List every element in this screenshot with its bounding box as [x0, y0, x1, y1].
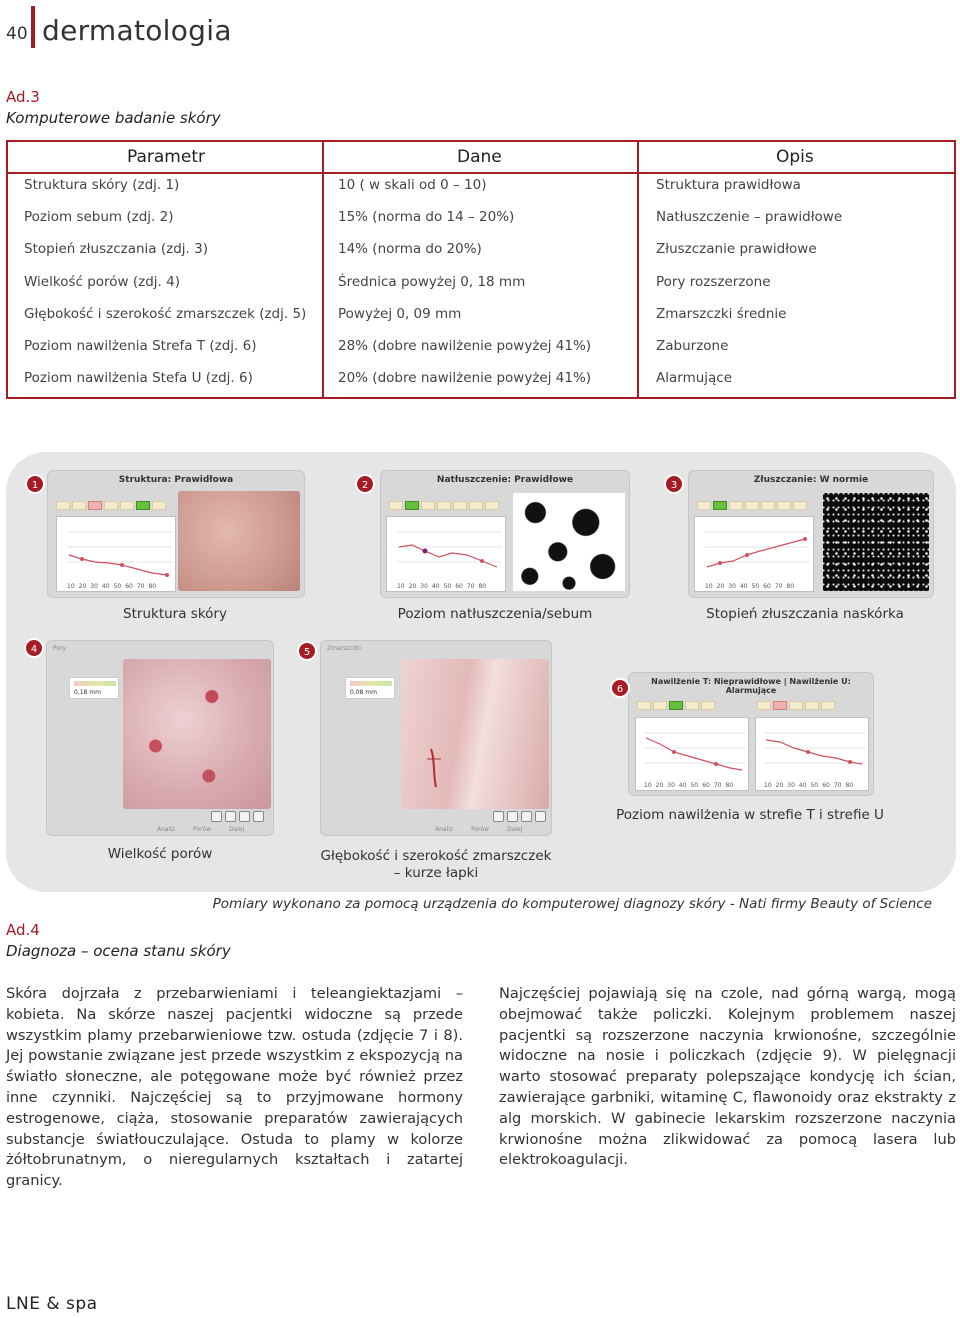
axis-tick-label: 10: [397, 583, 405, 590]
scale-bar: [697, 501, 807, 510]
scale-bar: [389, 501, 499, 510]
screen-hydration: [628, 672, 874, 796]
measurement-credit: Pomiary wykonano za pomocą urządzenia do komputerowej diagnozy skóry - Nati firmy Beauty of Science: [212, 896, 932, 912]
table-cell-dane: 14% (norma do 20%): [338, 241, 482, 258]
footer-brand: LNE & spa: [6, 1294, 98, 1314]
screen-title: Struktura: Prawidłowa: [118, 475, 234, 485]
hand-icon[interactable]: [211, 811, 222, 822]
pores-button[interactable]: Porów: [471, 826, 490, 833]
scale-bar: [56, 501, 166, 510]
trend-chart: [386, 516, 506, 592]
axis-tick-label: 10: [705, 583, 713, 590]
scale-bar-t: [637, 701, 715, 710]
axis-tick-label: 80: [725, 782, 734, 789]
axis-ticks: [397, 583, 486, 590]
axis-tick-label: 10: [67, 583, 75, 590]
caption-sebum: Poziom natłuszczenia/sebum: [397, 606, 593, 622]
ad4-label: Ad.4: [6, 921, 40, 939]
toolbar: [493, 811, 546, 822]
screen-sebum: [380, 470, 630, 598]
axis-tick-label: 60: [822, 782, 830, 789]
axis-tick-label: 70: [774, 583, 783, 590]
axis-tick-label: 60: [455, 583, 463, 590]
axis-tick-label: 20: [716, 583, 725, 590]
figure-badge-5: 5: [297, 641, 317, 661]
screen-structure: [47, 470, 305, 598]
figure-badge-6: 6: [610, 678, 630, 698]
axis-tick-label: 40: [678, 782, 687, 789]
ad4-title: Diagnoza – ocena stanu skóry: [6, 942, 231, 960]
axis-tick-label: 60: [702, 782, 710, 789]
table-header-dane: Dane: [457, 147, 502, 167]
table-header-parametr: Parametr: [127, 147, 205, 167]
axis-tick-label: 70: [466, 583, 475, 590]
results-table: [6, 140, 956, 399]
table-cell-opis: Pory rozszerzone: [656, 273, 771, 290]
measure-scale: [350, 681, 392, 686]
trend-chart: [56, 516, 176, 592]
axis-tick-label: 20: [775, 782, 784, 789]
axis-tick-label: 20: [78, 583, 87, 590]
axis-tick-label: 30: [420, 583, 428, 590]
next-button[interactable]: Dalej: [229, 826, 245, 833]
axis-tick-label: 30: [667, 782, 675, 789]
figure-badge-4: 4: [24, 638, 44, 658]
analyze-button[interactable]: Analiz: [435, 826, 454, 833]
table-cell-dane: 20% (dobre nawilżenie powyżej 41%): [338, 370, 592, 387]
section-title: dermatologia: [42, 14, 232, 47]
axis-tick-label: 80: [845, 782, 854, 789]
axis-tick-label: 80: [148, 583, 157, 590]
table-cell-dane: Powyżej 0, 09 mm: [338, 305, 462, 322]
table-cell-parametr: Stopień złuszczania (zdj. 3): [24, 241, 208, 258]
body-right-paragraph: Najczęściej pojawiają się na czole, nad górną wargą, mogą obejmować także policzki. Kolejnym problemem naszej pacjentki są rozszerzone naczynia krwionośne, szczególnie widoczne na nosie i policzkach (zdjęcie 9). W pielęgnacji warto stosować preparaty polepszające kondycję ich ścian, zawierające garbniki, witaminę C, flawonoidy oraz ekstrakty z alg morskich. W gabinecie lekarskim rozszerzone naczynia krwionośne można zlikwidować za pomocą lasera lub elektrokoagulacji.: [499, 985, 956, 1169]
table-cell-opis: Struktura prawidłowa: [656, 177, 801, 193]
table-cell-opis: Natłuszczenie – prawidłowe: [656, 209, 843, 226]
sebum-binary-image: [513, 493, 625, 591]
button-row: [435, 826, 522, 833]
exfoliation-image: [823, 493, 929, 591]
screen-pores: [46, 640, 274, 836]
screen-title: Nawilżenie T: Nieprawidłowe | Nawilżenie U: Alarmujące: [651, 677, 851, 695]
table-header-opis: Opis: [776, 147, 814, 167]
caption-hydration: Poziom nawilżenia w strefie T i strefie U: [616, 807, 884, 823]
axis-tick-label: 50: [690, 782, 699, 789]
screen-title: Zmarszczki: [327, 645, 361, 652]
axis-tick-label: 80: [478, 583, 487, 590]
measure-scale: [74, 681, 116, 686]
figure-badge-1: 1: [25, 474, 45, 494]
table-cell-parametr: Głębokość i szerokość zmarszczek (zdj. 5): [24, 305, 307, 322]
table-col-divider: [322, 142, 324, 397]
caption-wrinkles-line2: – kurze łapki: [393, 865, 479, 881]
figure-badge-2: 2: [355, 474, 375, 494]
screen-title: Pory: [53, 645, 67, 652]
hand-icon[interactable]: [493, 811, 504, 822]
axis-tick-label: 60: [125, 583, 133, 590]
zoom-out-icon[interactable]: [253, 811, 264, 822]
table-cell-dane: Średnica powyżej 0, 18 mm: [338, 273, 526, 290]
caption-wrinkles-line1: Głębokość i szerokość zmarszczek: [320, 848, 552, 864]
table-cell-dane: 10 ( w skali od 0 – 10): [338, 177, 487, 193]
pores-measure: 0,18 mm: [74, 689, 101, 696]
axis-tick-label: 10: [644, 782, 652, 789]
trend-chart: [694, 516, 814, 592]
caption-structure: Struktura skóry: [123, 606, 227, 622]
zoom-in-icon[interactable]: [239, 811, 250, 822]
axis-tick-label: 10: [764, 782, 772, 789]
table-cell-opis: Alarmujące: [656, 370, 733, 387]
axis-tick-label: 60: [763, 583, 771, 590]
zoom-out-icon[interactable]: [535, 811, 546, 822]
table-cell-opis: Złuszczanie prawidłowe: [656, 241, 817, 258]
zoom-in-icon[interactable]: [521, 811, 532, 822]
caption-pores: Wielkość porów: [107, 846, 213, 862]
wrinkles-image: [401, 659, 549, 809]
measure-box: [345, 677, 395, 699]
table-cell-parametr: Wielkość porów (zdj. 4): [24, 273, 180, 290]
pores-image: [123, 659, 271, 809]
axis-tick-label: 70: [833, 782, 842, 789]
button-row: [157, 826, 244, 833]
axis-tick-label: 40: [739, 583, 748, 590]
screen-title: Natłuszczenie: Prawidłowe: [436, 475, 574, 485]
table-cell-dane: 28% (dobre nawilżenie powyżej 41%): [338, 338, 592, 354]
axis-tick-label: 40: [431, 583, 440, 590]
trend-line: [387, 517, 507, 593]
wrinkles-measure: 0,08 mm: [350, 689, 377, 696]
table-cell-opis: Zmarszczki średnie: [656, 305, 787, 322]
axis-tick-label: 80: [786, 583, 795, 590]
screen-exfoliation: [688, 470, 934, 598]
axis-tick-label: 40: [101, 583, 110, 590]
screen-wrinkles: [320, 640, 552, 836]
axis-tick-label: 40: [798, 782, 807, 789]
table-cell-opis: Zaburzone: [656, 338, 729, 354]
table-cell-parametr: Poziom nawilżenia Stefa U (zdj. 6): [24, 370, 253, 387]
trend-chart-u: [755, 717, 869, 791]
trend-line: [57, 517, 177, 593]
ad3-title: Komputerowe badanie skóry: [6, 109, 221, 127]
skin-structure-image: [178, 491, 300, 591]
table-cell-dane: 15% (norma do 14 – 20%): [338, 209, 515, 226]
axis-tick-label: 70: [136, 583, 145, 590]
table-col-divider: [637, 142, 639, 397]
measure-icon[interactable]: [507, 811, 518, 822]
axis-tick-label: 50: [810, 782, 819, 789]
scale-bar-u: [757, 701, 835, 710]
table-cell-parametr: Struktura skóry (zdj. 1): [24, 177, 180, 193]
body-left-paragraph: Skóra dojrzała z przebarwieniami i teleangiektazjami – kobieta. Na skórze naszej pacjentki widoczne są przede wszystkim plamy przebarwieniowe tzw. ostuda (zdjęcie 7 i 8). Jej powstanie związane jest przede wszystkim z ekspozycją na światło słoneczne, ale potęgowane może być również przez inne czynniki. Najczęściej są to przyjmowane hormony estrogenowe, ciąża, stosowanie preparatów zawierających substancje światłouczulające. Ostuda to plamy w kolorze żółtobrunatnym, o nieregularnych kształtach i zatartej granicy.: [6, 985, 463, 1190]
axis-ticks: [644, 782, 733, 789]
table-header-divider: [8, 172, 954, 174]
axis-tick-label: 20: [655, 782, 664, 789]
axis-tick-label: 30: [728, 583, 736, 590]
page-number: 40: [6, 24, 28, 44]
measure-icon[interactable]: [225, 811, 236, 822]
axis-tick-label: 50: [751, 583, 760, 590]
axis-tick-label: 70: [713, 782, 722, 789]
table-cell-parametr: Poziom sebum (zdj. 2): [24, 209, 174, 226]
measure-box: [69, 677, 119, 699]
screen-title: Złuszczanie: W normie: [753, 475, 869, 485]
pores-button[interactable]: Porów: [193, 826, 212, 833]
trend-line: [695, 517, 815, 593]
axis-ticks: [705, 583, 794, 590]
analyze-button[interactable]: Analiz: [157, 826, 176, 833]
trend-chart-t: [635, 717, 749, 791]
axis-tick-label: 20: [408, 583, 417, 590]
ad3-label: Ad.3: [6, 88, 40, 106]
caption-exfoliation: Stopień złuszczania naskórka: [706, 606, 904, 622]
axis-ticks: [67, 583, 156, 590]
axis-tick-label: 50: [113, 583, 122, 590]
axis-tick-label: 50: [443, 583, 452, 590]
header-accent-bar: [31, 6, 35, 48]
next-button[interactable]: Dalej: [507, 826, 523, 833]
figure-badge-3: 3: [664, 474, 684, 494]
axis-ticks: [764, 782, 853, 789]
trend-line: [636, 718, 750, 792]
toolbar: [211, 811, 264, 822]
axis-tick-label: 30: [90, 583, 98, 590]
axis-tick-label: 30: [787, 782, 795, 789]
wrinkle-line: [401, 659, 549, 809]
table-cell-parametr: Poziom nawilżenia Strefa T (zdj. 6): [24, 338, 257, 354]
trend-line: [756, 718, 870, 792]
